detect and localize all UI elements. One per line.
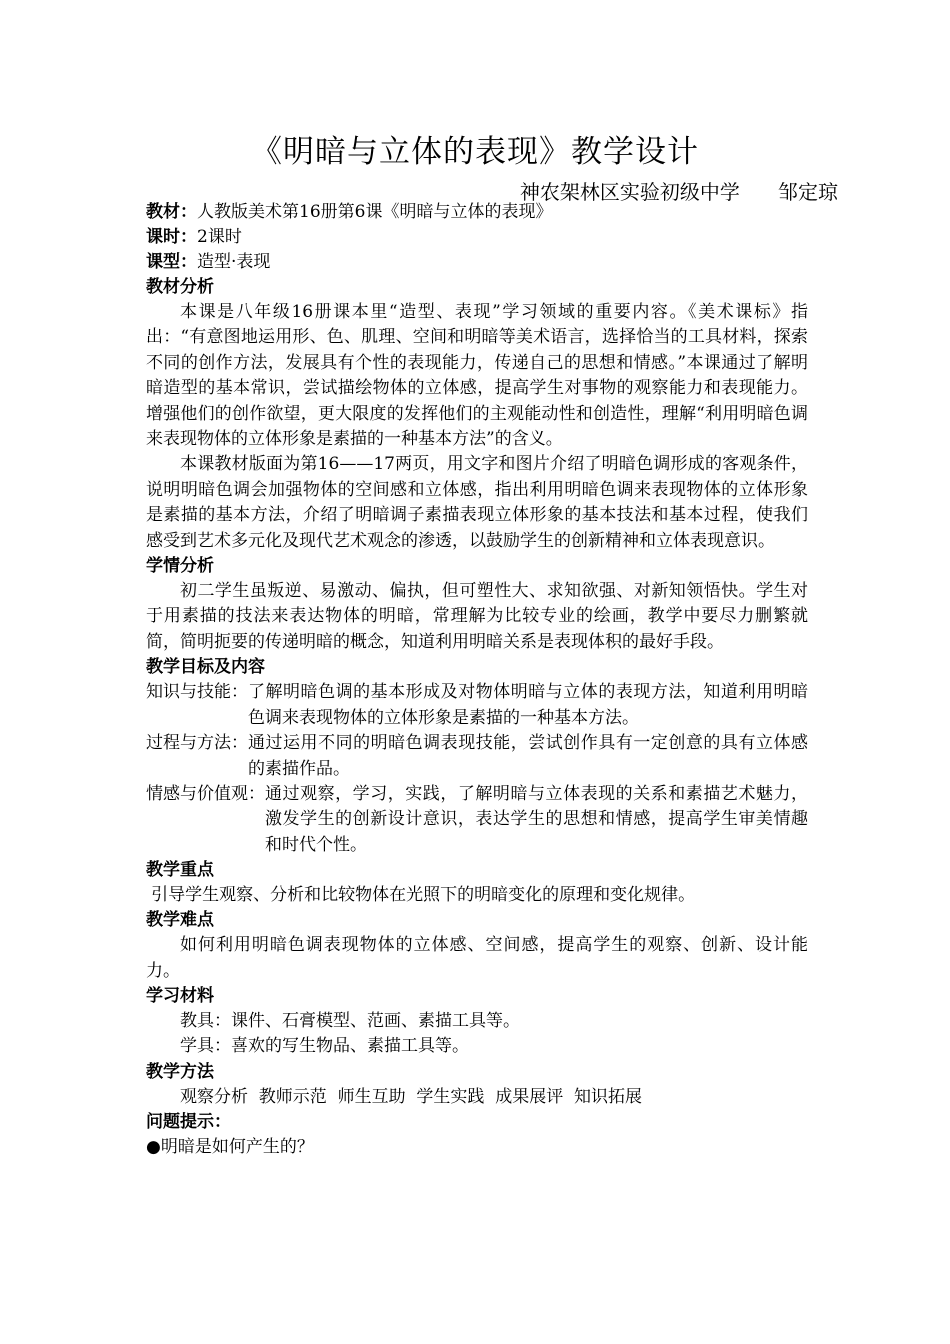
field-label: 课型：	[146, 252, 197, 272]
materials-line: 教具：课件、石膏模型、范画、素描工具等。	[180, 1010, 520, 1031]
field-value: 2课时	[197, 227, 242, 247]
field-label: 课时：	[146, 227, 197, 247]
goal-label: 情感与价值观：	[146, 783, 265, 804]
goal-item	[146, 680, 808, 731]
goal-text: 通过运用不同的明暗色调表现技能，尝试创作具有一定创意的具有立体感的素描作品。	[248, 733, 808, 779]
field-value: 造型·表现	[197, 252, 271, 272]
section-heading-materials: 学习材料	[146, 985, 214, 1006]
author-line: 神农架林区实验初级中学 邹定琼	[519, 180, 838, 204]
field-type	[146, 250, 808, 275]
analysis-paragraph: 本课教材版面为第16——17两页，用文字和图片介绍了明暗色调形成的客观条件，说明明暗色调会加强物体的空间感和立体感，指出利用明暗色调来表现物体的立体形象是素描的基本方法，介绍了明暗调子素描表现立体形象的基本技法和基本过程，使我们感受到艺术多元化及现代艺术观念的渗透，以鼓励学生的创新精神和立体表现意识。	[146, 454, 808, 551]
section-heading-goals: 教学目标及内容	[146, 657, 265, 678]
key-text: 引导学生观察、分析和比较物体在光照下的明暗变化的原理和变化规律。	[151, 885, 696, 906]
goal-label: 知识与技能：	[146, 682, 248, 703]
section-heading-key: 教学重点	[146, 860, 214, 881]
question-item: ●明暗是如何产生的？	[146, 1137, 314, 1158]
key-line	[146, 883, 808, 908]
field-value: 人教版美术第16册第6课《明暗与立体的表现》	[197, 202, 553, 222]
goal-text: 了解明暗色调的基本形成及对物体明暗与立体的表现方法，知道利用明暗色调来表现物体的立体形象是素描的一种基本方法。	[248, 682, 808, 728]
goal-label: 过程与方法：	[146, 733, 248, 754]
goal-text: 通过观察，学习，实践，了解明暗与立体表现的关系和素描艺术魅力，激发学生的创新设计意识，表达学生的思想和情感，提高学生审美情趣和时代个性。	[265, 783, 808, 855]
section-heading-students: 学情分析	[146, 556, 214, 577]
field-textbook	[146, 200, 808, 225]
section-heading-questions: 问题提示：	[146, 1112, 231, 1133]
analysis-paragraph: 本课是八年级16册课本里“造型、表现”学习领域的重要内容。《美术课标》指出：“有意图地运用形、色、肌理、空间和明暗等美术语言，选择恰当的工具材料，探索不同的创作方法，发展具有个性的表现能力，传递自己的思想和情感。”本课通过了解明暗造型的基本常识，尝试描绘物体的立体感，提高学生对事物的观察能力和表现能力。增强他们的创作欲望，更大限度的发挥他们的主观能动性和创造性，理解“利用明暗色调来表现物体的立体形象是素描的一种基本方法”的含义。	[146, 302, 808, 450]
document-title: 《明暗与立体的表现》教学设计	[251, 134, 699, 170]
field-hours	[146, 225, 808, 250]
field-label: 教材：	[146, 202, 197, 222]
materials-line: 学具：喜欢的写生物品、素描工具等。	[180, 1036, 469, 1057]
difficulty-paragraph: 如何利用明暗色调表现物体的立体感、空间感，提高学生的观察、创新、设计能力。	[146, 935, 808, 981]
section-heading-methods: 教学方法	[146, 1061, 214, 1082]
section-heading-analysis: 教材分析	[146, 277, 214, 297]
methods-line: 观察分析 教师示范 师生互助 学生实践 成果展评 知识拓展	[180, 1086, 643, 1107]
section-heading-difficulty: 教学难点	[146, 910, 214, 931]
document-body	[146, 200, 808, 1160]
students-paragraph: 初二学生虽叛逆、易激动、偏执，但可塑性大、求知欲强、对新知领悟快。学生对于用素描的技法来表达物体的明暗，常理解为比较专业的绘画，教学中要尽力删繁就简，简明扼要的传递明暗的概念，知道利用明暗关系是表现体积的最好手段。	[146, 581, 808, 652]
goal-item	[146, 782, 808, 858]
goal-item	[146, 731, 808, 782]
